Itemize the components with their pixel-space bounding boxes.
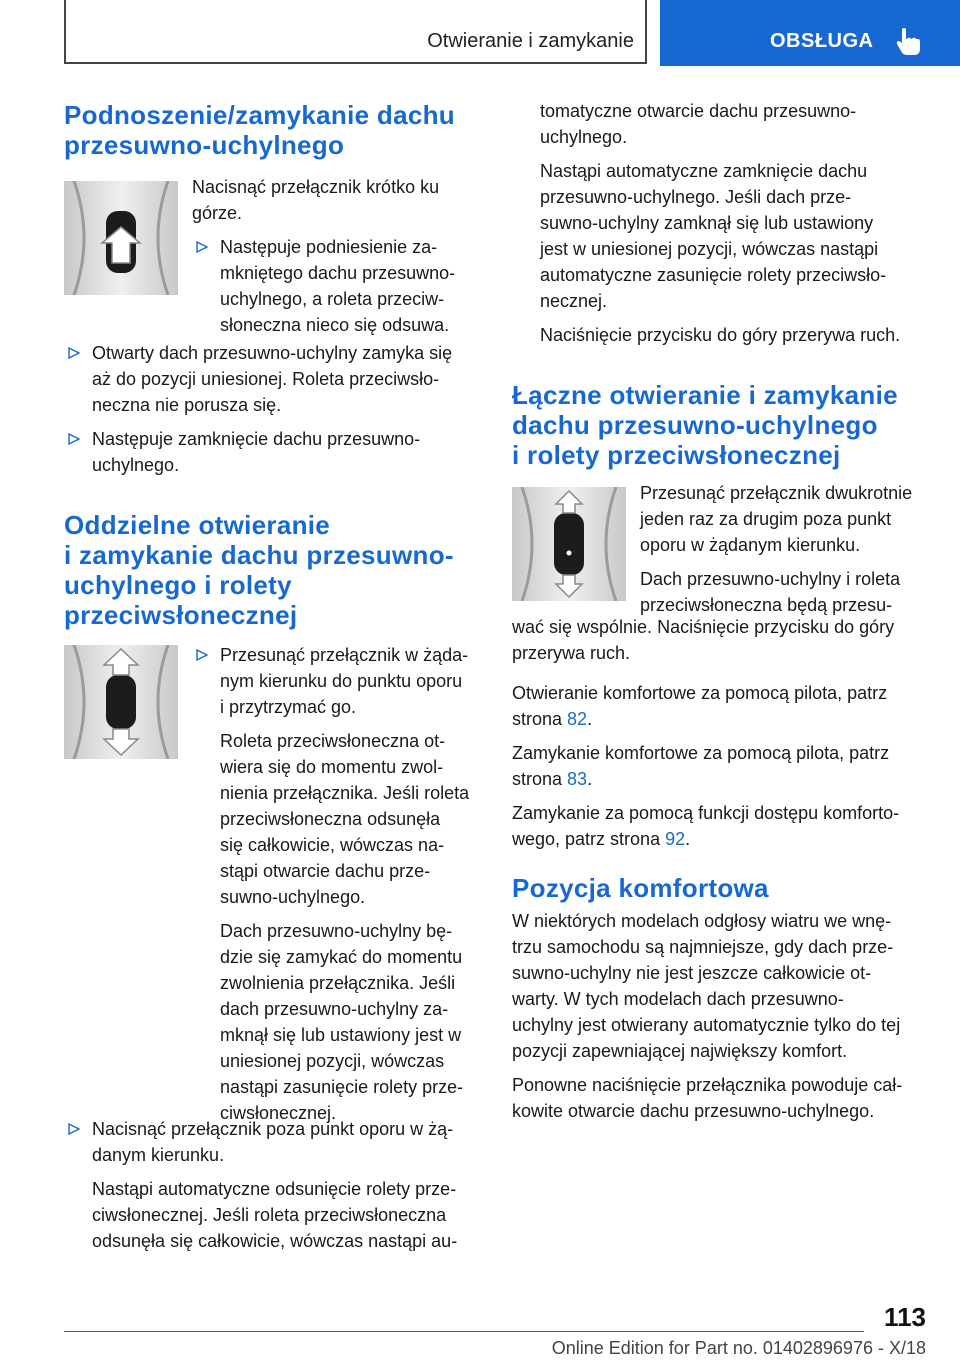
paragraph: W niektórych modelach odgłosy wiatru we wnę- trzu samochodu są najmniejsze, gdy dach prze- suwno-uchylny nie jest jeszcze całkowicie ot- warty. W tych modelach dach przesuwno- uchylny jest otwierany automatycznie tylko do tej pozycji zapewniającej największy komfort. bbox=[512, 911, 901, 1061]
bullet-triangle-icon bbox=[68, 433, 80, 445]
switch-illustration-double bbox=[512, 487, 626, 601]
bullet-triangle-icon bbox=[196, 241, 208, 253]
section-title: Otwieranie i zamykanie bbox=[427, 30, 634, 52]
paragraph: Przesunąć przełącznik dwukrotnie jeden raz za drugim poza punkt oporu w żądanym kierunku. bbox=[640, 483, 913, 555]
page-link-92[interactable]: 92 bbox=[665, 829, 686, 849]
bullet-triangle-icon bbox=[196, 649, 208, 661]
combined-block bbox=[640, 480, 930, 618]
edition-note: Online Edition for Part no. 01402896976 - X/18 bbox=[551, 1338, 926, 1358]
paragraph: Dach przesuwno-uchylny i roleta przeciwsłoneczna będą przesu- bbox=[640, 569, 901, 615]
paragraph: Zamykanie za pomocą funkcji dostępu komforto- wego, patrz strona 92. bbox=[512, 803, 900, 849]
section-tab[interactable] bbox=[660, 0, 960, 66]
section-tab-label: OBSŁUGA bbox=[770, 30, 874, 52]
left-column bbox=[64, 100, 480, 160]
list-item: Przesunąć przełącznik w żąda- nym kierunku do punktu oporu i przytrzymać go. bbox=[192, 642, 482, 720]
list-item: Nacisnąć przełącznik poza punkt oporu w żą- danym kierunku. bbox=[64, 1116, 484, 1168]
left-list-b bbox=[64, 1116, 484, 1254]
separate-block bbox=[192, 642, 482, 1126]
page-link-82[interactable]: 82 bbox=[567, 709, 588, 729]
paragraph: Nastąpi automatyczne zamknięcie dachu przesuwno-uchylnego. Jeśli dach prze- suwno-uchylny zamknął się lub ustawiony jest w uniesionej pozycji, wówczas nastąpi automatyczne zasunięcie rolety przeciwsło- necznej. bbox=[540, 161, 887, 311]
paragraph: Zamykanie komfortowe za pomocą pilota, patrz strona 83. bbox=[512, 743, 890, 789]
list-item: Otwarty dach przesuwno-uchylny zamyka się aż do pozycji uniesionej. Roleta przeciwsło- neczna nie porusza się. bbox=[64, 340, 480, 418]
intro-text: Nacisnąć przełącznik krótko ku górze. bbox=[192, 177, 440, 223]
left-list-a bbox=[64, 340, 480, 478]
heading-separate: Oddzielne otwieranie i zamykanie dachu przesuwno- uchylnego i rolety przeciwsłonecznej bbox=[64, 510, 454, 630]
bullet-triangle-icon bbox=[68, 347, 80, 359]
list-item: Następuje podniesienie za- mkniętego dachu przesuwno- uchylnego, a roleta przeciw- słoneczna nieco się odsuwa. bbox=[192, 234, 482, 338]
paragraph: Dach przesuwno-uchylny bę- dzie się zamykać do momentu zwolnienia przełącznika. Jeśli dach przesuwno-uchylny za- mknął się lub ustawiony jest w uniesionej pozycji, wówczas nastąpi zasunięcie rolety prze- ciwsłonecznej. bbox=[220, 921, 464, 1123]
page-number: 113 bbox=[884, 1302, 926, 1332]
paragraph: Roleta przeciwsłoneczna ot- wiera się do momentu zwol- nienia przełącznika. Jeśli roleta przeciwsłoneczna odsunęła się całkowicie, wówczas na- stąpi otwarcie dachu prze- suwno-uchylnego. bbox=[220, 731, 470, 907]
footer-divider bbox=[64, 1331, 864, 1332]
hand-pointer-icon bbox=[896, 26, 922, 56]
paragraph: Otwieranie komfortowe za pomocą pilota, patrz strona 82. bbox=[512, 683, 888, 729]
heading-comfort-position: Pozycja komfortowa bbox=[512, 873, 769, 903]
page-link-83[interactable]: 83 bbox=[567, 769, 588, 789]
comfort-position-block bbox=[512, 908, 932, 1124]
paragraph: wać się wspólnie. Naciśnięcie przycisku do góry przerywa ruch. bbox=[512, 617, 895, 663]
heading-lift-close: Podnoszenie/zamykanie dachu przesuwno-uchylnego bbox=[64, 100, 455, 160]
comfort-refs bbox=[512, 680, 932, 852]
switch-illustration-up bbox=[64, 181, 178, 295]
paragraph: Ponowne naciśnięcie przełącznika powoduje cał- kowite otwarcie dachu przesuwno-uchylnego. bbox=[512, 1075, 903, 1121]
paragraph: Naciśnięcie przycisku do góry przerywa ruch. bbox=[540, 325, 901, 345]
paragraph: Nastąpi automatyczne odsunięcie rolety prze- ciwsłonecznej. Jeśli roleta przeciwsłoneczna odsunęła się całkowicie, wówczas nastąpi au- bbox=[92, 1179, 458, 1251]
paragraph: tomatyczne otwarcie dachu przesuwno- uchylnego. bbox=[540, 101, 857, 147]
right-continued bbox=[540, 98, 932, 348]
switch-illustration-updown bbox=[64, 645, 178, 759]
intro-block bbox=[192, 174, 482, 338]
bullet-triangle-icon bbox=[68, 1123, 80, 1135]
heading-combined: Łączne otwieranie i zamykanie dachu przesuwno-uchylnego i rolety przeciwsłonecznej bbox=[512, 380, 898, 470]
list-item: Następuje zamknięcie dachu przesuwno- uchylnego. bbox=[64, 426, 480, 478]
